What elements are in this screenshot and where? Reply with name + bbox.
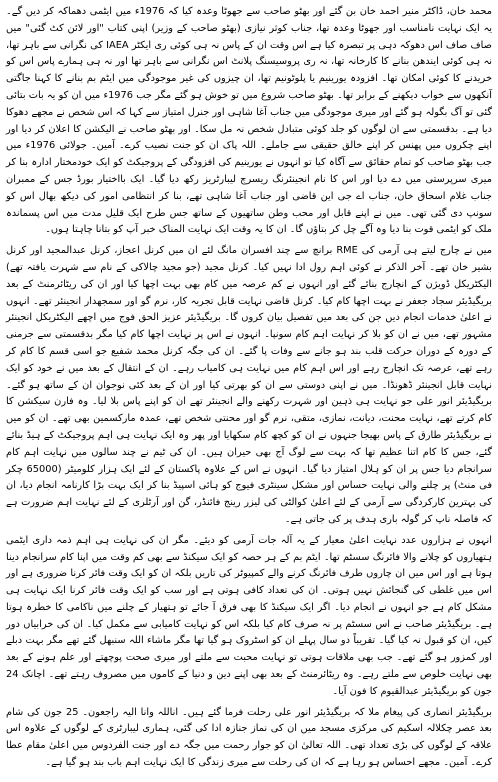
article-body: [6, 4, 492, 778]
paragraph-3: انہوں نے ہزاروں عدد نہایت اعلیٰ معیار کے یہ آلہ جات آرمی کو دیئے۔ مگر ان کی نہایت ہی اہم ذمہ داری ایٹمی ہتھیاروں کو چلانے والا فائرنگ سسٹم تھا۔ ایٹم بم کے ہر حصہ کو ایک سیکنڈ سے بھی کم وقت میں اپنا کام سرانجام دینا ہوتا ہے اور اس میں ان چاروں طرف فائرنگ کرنے والے کمپیوٹر کی تاریں بلکہ ان کو ایک وقت فائر کرنا ضروری ہے اور اس میں غلطی کی گنجائش نہیں ہوتی۔ ان کی تعداد کافی ہوتی ہے اور سب کو ایک وقت فائر کرنا ایک نہایت ہی مشکل کام ہے جو انہوں نے انجام دیا۔ اگر ایک سیکنڈ کا بھی فرق آ جائے تو ہتھیار کے چلنے میں ناکامی کا خطرہ ہوتا ہے۔ بریگیڈیئر صاحب نے اس سسٹم پر نہ صرف کام کیا بلکہ اس کو نہایت کامیابی سے مکمل کیا۔ ان کی خرابیاں دور کیں، ان کو قبول نہ کیا گیا۔ تقریباً دو سال پہلے ان کو اسٹروک ہو گیا تھا مگر ماشاء اللہ سنبھل گئے تھے مگر بہت دبلے اور کمزور ہو گئے تھے۔ جب بھی ملاقات ہوتی تو نہایت محبت سے ملتے اور میری صحت پوچھتے اور علم ہونے کے بعد بھی نہایت خلوص سے ملتے رہے۔ وہ ریٹائرمنٹ کے بعد بھی اپنے دین و دنیا کے کاموں میں مصروف رہتے تھے۔ اچانک 24 جون کو بریگیڈیئر عبدالقیوم کا فون آیا۔: [6, 534, 492, 697]
paragraph-4: بریگیڈیئر انصاری کی پیغام ملا کہ بریگیڈیئر انور علی رحلت فرما گئے ہیں۔ اناللہ وانا الیہ راجعون۔ 25 جون کی شام بعد عصر چکلالہ اسکیم کی مرکزی مسجد میں ان کی نماز جنازہ ادا کی گئی، ہماری لیبارٹری کے لوگوں کے علاوہ اس علاقہ کے لوگوں کی بڑی تعداد تھی۔ اللہ تعالیٰ ان کو جوار رحمت میں جگہ دے اور جنت الفردوس میں اعلیٰ مقام عطا کرے۔ آمین۔ مجھے احساس ہو رہا ہے کہ ان کی رحلت سے میری زندگی کا ایک نہایت اہم باب بند ہو گیا ہے۔: [6, 706, 492, 769]
paragraph-2: میں نے چارج لیتے ہی آرمی کی RME برانچ سے چند افسران مانگ لئے ان میں کرنل اعجاز، کرنل عبدالمجید اور کرنل بشیر خان تھے۔ آخر الذکر نے کوئی اہم رول ادا نہیں کیا۔ کرنل مجید (جو مجید چالاکی کے نام سے شہرت یافتہ تھے) الیکٹریکل ڈویژن کے انچارج بنائے گئے اور انہوں نے کم عرصہ میں کام بھی بہت اچھا کیا اور ان کی ریٹائرمنٹ کے بعد بریگیڈیئر سجاد جعفر نے بہت اچھا کام کیا۔ کرنل قاضی نہایت قابل تجربہ کار، نرم گو اور سمجھدار انجینئر تھے۔ انہوں نے اعلیٰ خدمات انجام دیں جن کی بعد میں تفصیل بیان کروں گا۔ بریگیڈیئر عزیز الحق فوج میں اچھے الیکٹریکل انجینئر مشہور تھے، میں نے ان کو بلا کر نہایت اہم کام سونپا۔ انہوں نے اس پر نہایت اچھا کام کیا مگر بدقسمتی سے جرمنی کے دورہ کے دوران حرکت قلب بند ہو جانے سے وفات پا گئے۔ ان کی جگہ کرنل محمد شفیع جو اسی قسم کا کام کر رہے تھے، عرصہ تک انچارج رہے اور اس اہم کام میں نہایت ہی کامیاب رہے۔ ان کے انتقال کے بعد میں نے خود کو ایک نہایت قابل انجینئر ڈھونڈا۔ میں نے اپنی دوستی سے ان کو بھرتی کیا اور ان کے بعد کئی نوجوان ان کے ساتھ ہو گئے۔ بریگیڈیئر انور علی جو نہایت ہی ذہین اور شہرت رکھنے والے انجینئر تھے ان کو اپنے پاس بلا لیا۔ وہ فارن سیکشن کا کام کرتے تھے، نہایت محنت، دیانت، نمازی، متقی، نرم گو اور محنتی شخص تھے، عمدہ مارکسمین بھی تھے۔ ان کو میں نے بریگیڈیئر طارق کے پاس بھیجا جنہوں نے ان کو کچھ کام سکھایا اور پھر وہ ایک نہایت ہی اہم پروجیکٹ کے ہیڈ بنائے گئے، جس کا کام اتنا عظیم تھا کہ بہت سے لوگ آج بھی حیران ہیں۔ ان کی ٹیم نے چند سالوں میں نہایت اہم کام سرانجام دیا جس پر ان کو ہلال امتیاز دیا گیا۔ انہوں نے اس کے علاوہ پاکستان کے لئے ایک ہزار کلومیٹر (65000 چکر فی منٹ) پر چلنے والی نہایت حساس اور مشکل سینٹری فیوج کو ہائی اسپیڈ بنا کر ایک بہت بڑا کارنامہ انجام دیا، ان کی بہترین کارکردگی سے آرمی کے لئے اعلیٰ کوالٹی کی لیزر رینج فائنڈر، گن اور آرٹلری کے لئے نہایت اہم ضرورت ہے کہ فاصلہ ناپ کر گولہ باری ہدف پر کی جاتی ہے۔: [6, 245, 493, 525]
paragraph-1: محمد خان، ڈاکٹر منیر احمد خان بن گئے اور بھٹو صاحب سے جھوٹا وعدہ کیا کہ 1976ء میں ایٹمی دھماکہ کر دیں گے۔ یہ ایک نہایت نامناسب اور جھوٹا وعدہ تھا، جناب کوثر نیازی (بھٹو صاحب کے وزیر) اپنی کتاب "اور لائن کٹ گئی" میں صاف صاف اس دھوکہ دہی پر تبصرہ کیا ہے اس وقت ان کے پاس نہ ہی کوئی ری ایکٹر IAEA کی نگرانی سے باہر تھا، نہ ہی کوئی ایندھن بنانے کا کارخانہ تھا، نہ ری پروسیسنگ پلانٹ اس نگرانی سے باہر تھا اور نہ ہی ہمارے پاس اس کو خریدنے کا کوئی امکان تھا۔ افزودہ یورینیم یا پلوٹونیم تھا، ان چیزوں کی غیر موجودگی میں ایٹم بم بنانے کا کہنا جاگتی آنکھوں سے خواب دیکھنے کے برابر تھا۔ بھٹو صاحب شروع میں تو خوش ہو گئے مگر جب 1976ء میں ان کو یہ بات بتائی گئی تو آگ بگولہ ہو گئے اور میری موجودگی میں جناب آغا شاہی اور جنرل امتیاز سے کہا کہ اس شخص نے مجھے دھوکا دیا ہے۔ بدقسمتی سے ان لوگوں کو جلد کوئی متبادل شخص نہ مل سکا۔ اور بھٹو صاحب نے الیکشن کا اعلان کر دیا اور اپنے چکروں میں پھنس کر اپنے خالق حقیقی سے جاملے۔ اللہ پاک ان کو جنت نصیب کرے۔ آمین۔ جولائی 1976ء میں جب بھٹو صاحب کو تمام حقائق سے آگاہ کیا تو انہوں نے یورینیم کی افزودگی کے پروجیکٹ کو ایک خودمختار ادارہ بنا کر میری سرپرستی میں دے دیا اور اس کا نام انجینئرنگ ریسرچ لیبارٹریز رکھ دیا گیا۔ ایک بااختیار بورڈ جس کے ممبران جناب غلام اسحاق خان، جناب اے جی این قاضی اور جناب آغا شاہی تھے، بنا کر انتظامی امور کی دیکھ بھال اس کو سونپ دی گئی تھی۔ میں نے اپنے قابل اور محب وطن ساتھیوں کے ساتھ جس طرح ایک قلیل مدت میں اس پسماندہ ملک کو ایٹمی قوت بنا دیا وہ آگے چل کر بتاؤں گا۔ ان کا یہ وقت ایک نہایت المناک خبر آپ کو بتانا چاہتا ہوں۔: [6, 6, 492, 236]
